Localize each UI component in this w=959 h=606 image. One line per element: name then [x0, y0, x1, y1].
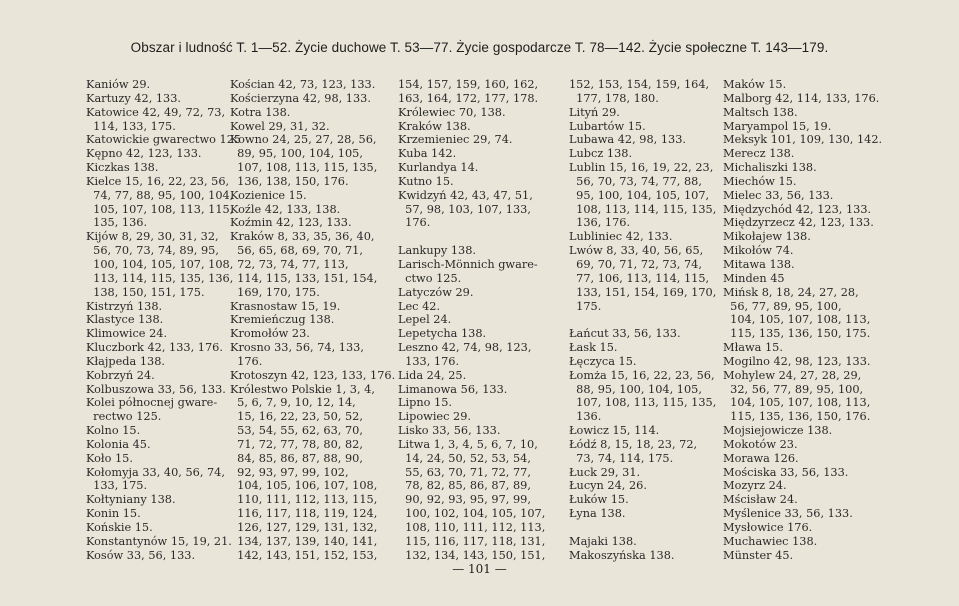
index-entry-line: Koło 15.: [86, 451, 133, 465]
index-entry-line: Międzyrzecz 42, 123, 133.: [723, 216, 874, 230]
index-entry-line: 55, 63, 70, 71, 72, 77,: [398, 465, 531, 479]
index-entry-line: Lwów 8, 33, 40, 56, 65,: [569, 244, 704, 258]
index-entry-line: Kutno 15.: [398, 174, 454, 188]
index-entry-line: Łask 15.: [569, 341, 618, 355]
index-entry-line: Lityń 29.: [569, 105, 620, 119]
index-entry-line: 15, 16, 22, 23, 50, 52,: [230, 410, 363, 424]
index-entry-line: Maryampol 15, 19.: [723, 119, 832, 133]
index-entry-line: Mielec 33, 56, 133.: [723, 188, 834, 202]
index-entry-line: Konin 15.: [86, 507, 141, 521]
index-entry-line: Limanowa 56, 133.: [398, 382, 508, 396]
index-entry-line: Meksyk 101, 109, 130, 142.: [723, 133, 883, 147]
index-entry-line: 73, 74, 114, 175.: [569, 451, 674, 465]
index-entry-line: Litwa 1, 3, 4, 5, 6, 7, 10,: [398, 437, 538, 451]
index-entry-line: 142, 143, 151, 152, 153,: [230, 548, 378, 562]
index-entry-line: 89, 95, 100, 104, 105,: [230, 147, 363, 161]
index-entry-line: Lepetycha 138.: [398, 327, 487, 341]
index-entry-line: 115, 135, 136, 150, 176.: [723, 410, 871, 424]
index-entry-line: Kiczkas 138.: [86, 161, 159, 175]
index-entry-line: Kosów 33, 56, 133.: [86, 548, 196, 562]
index-entry-line: Mikołów 74.: [723, 244, 794, 258]
index-column-5: [723, 78, 882, 563]
index-entry-line: [569, 313, 716, 327]
index-entry-line: 95, 100, 104, 105, 107,: [569, 188, 710, 202]
index-entry-line: Kaniów 29.: [86, 78, 151, 91]
index-entry-line: Kowel 29, 31, 32.: [230, 119, 330, 133]
index-entry-line: 56, 77, 89, 95, 100,: [723, 299, 842, 313]
index-entry-line: Lisko 33, 56, 133.: [398, 424, 501, 438]
index-entry-line: 56, 65, 68, 69, 70, 71,: [230, 244, 363, 258]
index-column-4: [569, 78, 716, 563]
index-entry-line: Klastyce 138.: [86, 313, 164, 327]
index-entry-line: Kraków 138.: [398, 119, 471, 133]
index-entry-line: Malborg 42, 114, 133, 176.: [723, 91, 880, 105]
index-entry-line: Klimowice 24.: [86, 327, 168, 341]
index-entry-line: 115, 116, 117, 118, 131,: [398, 534, 546, 548]
index-entry-line: 115, 135, 136, 150, 175.: [723, 327, 871, 341]
index-entry-line: Miechów 15.: [723, 174, 797, 188]
index-entry-line: 133, 175.: [86, 479, 148, 493]
index-entry-line: Lubliniec 42, 133.: [569, 230, 673, 244]
index-entry-line: 57, 98, 103, 107, 133,: [398, 202, 531, 216]
index-entry-line: 107, 108, 113, 115, 135,: [230, 161, 378, 175]
page-number: — 101 —: [452, 562, 507, 576]
index-entry-line: Muchawiec 138.: [723, 534, 818, 548]
index-entry-line: Lubawa 42, 98, 133.: [569, 133, 687, 147]
index-entry-line: 138, 150, 151, 175.: [86, 285, 205, 299]
index-entry-line: 69, 70, 71, 72, 73, 74,: [569, 257, 702, 271]
index-entry-line: 56, 70, 73, 74, 77, 88,: [569, 174, 702, 188]
index-entry-line: Kolonia 45.: [86, 437, 151, 451]
index-entry-line: 78, 82, 85, 86, 87, 89,: [398, 479, 531, 493]
index-entry-line: Kościan 42, 73, 123, 133.: [230, 78, 376, 91]
index-entry-line: 136, 176.: [569, 216, 631, 230]
index-entry-line: 177, 178, 180.: [569, 91, 659, 105]
index-entry-line: Mścisław 24.: [723, 493, 798, 507]
index-entry-line: Łańcut 33, 56, 133.: [569, 327, 681, 341]
index-entry-line: Łęczyca 15.: [569, 354, 637, 368]
index-entry-line: Kępno 42, 123, 133.: [86, 147, 202, 161]
index-entry-line: 163, 164, 172, 177, 178.: [398, 91, 539, 105]
index-entry-line: 114, 115, 133, 151, 154,: [230, 271, 378, 285]
index-column-1: [86, 78, 241, 563]
index-entry-line: 77, 106, 113, 114, 115,: [569, 271, 710, 285]
index-entry-line: Lublin 15, 16, 19, 22, 23,: [569, 161, 714, 175]
index-entry-line: [398, 230, 545, 244]
index-entry-line: Krosno 33, 56, 74, 133,: [230, 341, 364, 355]
index-entry-line: Kościerzyna 42, 98, 133.: [230, 91, 371, 105]
index-entry-line: Lubartów 15.: [569, 119, 646, 133]
index-entry-line: Maltsch 138.: [723, 105, 798, 119]
index-entry-line: Leszno 42, 74, 98, 123,: [398, 341, 532, 355]
index-entry-line: Łucyn 24, 26.: [569, 479, 647, 493]
index-entry-line: 100, 104, 105, 107, 108,: [86, 257, 234, 271]
index-entry-line: Łomża 15, 16, 22, 23, 56,: [569, 368, 715, 382]
index-entry-line: 176.: [398, 216, 431, 230]
index-entry-line: 135, 136.: [86, 216, 148, 230]
index-entry-line: 136, 138, 150, 176.: [230, 174, 349, 188]
index-entry-line: Kołomyja 33, 40, 56, 74,: [86, 465, 225, 479]
index-column-3: [398, 78, 545, 563]
index-entry-line: Kolbuszowa 33, 56, 133.: [86, 382, 226, 396]
index-entry-line: 104, 105, 107, 108, 113,: [723, 396, 871, 410]
index-entry-line: Konstantynów 15, 19, 21.: [86, 534, 232, 548]
index-entry-line: Łowicz 15, 114.: [569, 424, 660, 438]
index-entry-line: 14, 24, 50, 52, 53, 54,: [398, 451, 531, 465]
index-entry-line: 90, 92, 93, 95, 97, 99,: [398, 493, 531, 507]
index-entry-line: [569, 521, 716, 535]
index-entry-line: 132, 134, 143, 150, 151,: [398, 548, 546, 562]
index-entry-line: Kartuzy 42, 133.: [86, 91, 182, 105]
index-entry-line: Münster 45.: [723, 548, 794, 562]
index-entry-line: Makoszyńska 138.: [569, 548, 675, 562]
index-entry-line: 71, 72, 77, 78, 80, 82,: [230, 437, 363, 451]
index-entry-line: Larisch-Mönnich gware-: [398, 257, 538, 271]
index-entry-line: Mojsiejowicze 138.: [723, 424, 833, 438]
index-entry-line: Kluczbork 42, 133, 176.: [86, 341, 223, 355]
index-entry-line: 152, 153, 154, 159, 164,: [569, 78, 710, 91]
index-entry-line: 72, 73, 74, 77, 113,: [230, 257, 349, 271]
index-entry-line: Katowickie gwarectwo 125: [86, 133, 242, 147]
index-entry-line: 107, 108, 113, 115, 135,: [569, 396, 717, 410]
index-entry-line: Kłajpeda 138.: [86, 354, 165, 368]
index-entry-line: Lipno 15.: [398, 396, 452, 410]
index-entry-line: Mitawa 138.: [723, 257, 795, 271]
index-entry-line: rectwo 125.: [86, 410, 162, 424]
index-entry-line: Kobrzyń 24.: [86, 368, 155, 382]
index-entry-line: 134, 137, 139, 140, 141,: [230, 534, 378, 548]
index-entry-line: Kielce 15, 16, 22, 23, 56,: [86, 174, 230, 188]
index-entry-line: 169, 170, 175.: [230, 285, 320, 299]
index-entry-line: 108, 113, 114, 115, 135,: [569, 202, 717, 216]
index-entry-line: Krotoszyn 42, 123, 133, 176.: [230, 368, 396, 382]
index-entry-line: Koźle 42, 133, 138.: [230, 202, 341, 216]
index-entry-line: Kurlandya 14.: [398, 161, 479, 175]
index-entry-line: Mysłowice 176.: [723, 521, 813, 534]
index-entry-line: 104, 105, 107, 108, 113,: [723, 313, 871, 327]
index-entry-line: Mogilno 42, 98, 123, 133.: [723, 354, 871, 368]
index-entry-line: Lipowiec 29.: [398, 410, 471, 424]
index-entry-line: Kwidzyń 42, 43, 47, 51,: [398, 188, 533, 202]
index-entry-line: 5, 6, 7, 9, 10, 12, 14,: [230, 396, 356, 410]
index-entry-line: Mikołajew 138.: [723, 230, 811, 244]
index-entry-line: Królestwo Polskie 1, 3, 4,: [230, 382, 375, 396]
index-entry-line: 32, 56, 77, 89, 95, 100,: [723, 382, 864, 396]
index-entry-line: Katowice 42, 49, 72, 73,: [86, 105, 226, 119]
page-header: Obszar i ludność T. 1—52. Życie duchowe T. 53—77. Życie gospodarcze T. 78—142. Życie społeczne T. 143—179.: [130, 40, 829, 55]
index-entry-line: Łuków 15.: [569, 493, 629, 507]
index-columns: [0, 78, 959, 562]
index-entry-line: 154, 157, 159, 160, 162,: [398, 78, 539, 91]
index-entry-line: 53, 54, 55, 62, 63, 70,: [230, 424, 363, 438]
index-entry-line: Kotra 138.: [230, 105, 291, 119]
index-entry-line: Lec 42.: [398, 299, 441, 313]
index-entry-line: 136.: [569, 410, 602, 424]
index-entry-line: Międzychód 42, 123, 133.: [723, 202, 872, 216]
index-entry-line: Lubcz 138.: [569, 147, 633, 161]
index-entry-line: Mozyrz 24.: [723, 479, 787, 493]
index-entry-line: Lida 24, 25.: [398, 368, 467, 382]
index-entry-line: Krasnostaw 15, 19.: [230, 299, 341, 313]
index-entry-line: Kraków 8, 33, 35, 36, 40,: [230, 230, 375, 244]
index-entry-line: 113, 114, 115, 135, 136,: [86, 271, 234, 285]
index-entry-line: Kołtyniany 138.: [86, 493, 176, 507]
index-entry-line: Kolei północnej gware-: [86, 396, 218, 410]
index-entry-line: Łuck 29, 31.: [569, 465, 641, 479]
index-entry-line: 175.: [569, 299, 602, 313]
index-entry-line: 133, 176.: [398, 354, 460, 368]
index-entry-line: Królewiec 70, 138.: [398, 105, 506, 119]
index-entry-line: 100, 102, 104, 105, 107,: [398, 507, 546, 521]
index-entry-line: 116, 117, 118, 119, 124,: [230, 507, 378, 521]
index-entry-line: 126, 127, 129, 131, 132,: [230, 521, 378, 534]
index-entry-line: Latyczów 29.: [398, 285, 474, 299]
index-entry-line: Majaki 138.: [569, 534, 637, 548]
index-column-2: [230, 78, 395, 563]
index-entry-line: Mława 15.: [723, 341, 783, 355]
index-entry-line: 110, 111, 112, 113, 115,: [230, 493, 378, 507]
index-entry-line: Mohylew 24, 27, 28, 29,: [723, 368, 862, 382]
index-entry-line: Krzemieniec 29, 74.: [398, 133, 513, 147]
index-entry-line: Kozienice 15.: [230, 188, 307, 202]
index-entry-line: Łódź 8, 15, 18, 23, 72,: [569, 437, 698, 451]
index-entry-line: 114, 133, 175.: [86, 119, 176, 133]
index-entry-line: Kromołów 23.: [230, 327, 310, 341]
index-entry-line: Mokotów 23.: [723, 437, 798, 451]
index-entry-line: Maków 15.: [723, 78, 787, 91]
index-entry-line: 92, 93, 97, 99, 102,: [230, 465, 349, 479]
index-entry-line: Michaliszki 138.: [723, 161, 817, 175]
index-entry-line: 176.: [230, 354, 263, 368]
index-entry-line: 133, 151, 154, 169, 170,: [569, 285, 717, 299]
index-entry-line: Kuba 142.: [398, 147, 457, 161]
index-entry-line: 105, 107, 108, 113, 115,: [86, 202, 234, 216]
index-entry-line: Koźmin 42, 123, 133.: [230, 216, 352, 230]
index-entry-line: ctwo 125.: [398, 271, 462, 285]
index-entry-line: Myślenice 33, 56, 133.: [723, 507, 853, 521]
index-entry-line: Mińsk 8, 18, 24, 27, 28,: [723, 285, 859, 299]
index-entry-line: Mościska 33, 56, 133.: [723, 465, 849, 479]
index-entry-line: Kistrzyń 138.: [86, 299, 163, 313]
index-entry-line: Łyna 138.: [569, 507, 626, 521]
index-entry-line: 56, 70, 73, 74, 89, 95,: [86, 244, 219, 258]
index-entry-line: 104, 105, 106, 107, 108,: [230, 479, 378, 493]
index-entry-line: Końskie 15.: [86, 521, 153, 534]
index-entry-line: Lankupy 138.: [398, 244, 476, 258]
index-entry-line: Lepel 24.: [398, 313, 452, 327]
index-entry-line: Kolno 15.: [86, 424, 141, 438]
index-entry-line: Morawa 126.: [723, 451, 799, 465]
index-entry-line: 108, 110, 111, 112, 113,: [398, 521, 546, 534]
index-entry-line: 74, 77, 88, 95, 100, 104,: [86, 188, 234, 202]
index-entry-line: Kremieńczug 138.: [230, 313, 335, 327]
index-entry-line: Merecz 138.: [723, 147, 795, 161]
index-entry-line: Minden 45: [723, 271, 785, 285]
index-entry-line: Kowno 24, 25, 27, 28, 56,: [230, 133, 377, 147]
index-entry-line: 84, 85, 86, 87, 88, 90,: [230, 451, 363, 465]
index-entry-line: Kijów 8, 29, 30, 31, 32,: [86, 230, 219, 244]
index-entry-line: 88, 95, 100, 104, 105,: [569, 382, 702, 396]
